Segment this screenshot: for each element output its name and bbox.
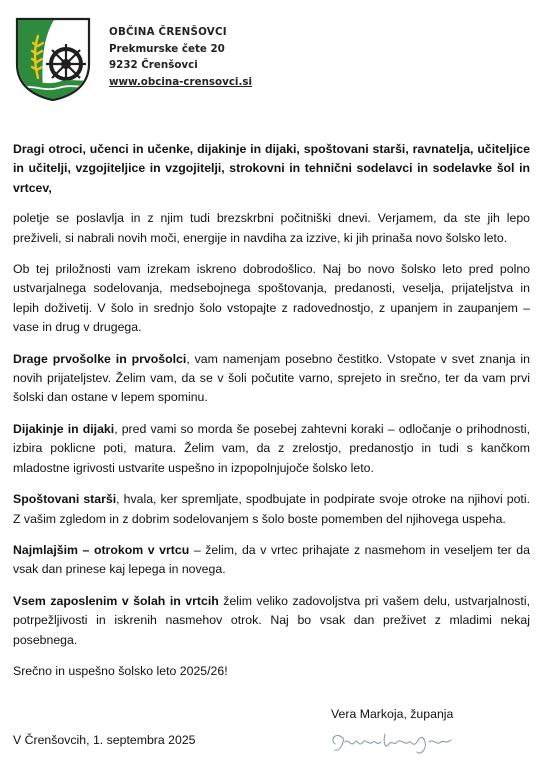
handwritten-signature-icon [325, 728, 455, 760]
text-staff: želim veliko zadovoljstva pri vašem delu, ustvarjalnosti, potrpežljivosti in iskrenih nasmehov otrok. Naj bo vsak dan preživet z mladimi nekaj posebnega. [13, 593, 530, 647]
addressee-staff: Vsem zaposlenim v šolah in vrtcih [13, 593, 219, 608]
paragraph-parents [13, 490, 530, 529]
paragraph-summer: poletje se poslavlja in z njim tudi brezskrbni počitniški dnevi. Verjamem, da ste jih lepo preživeli, si nabrali novih moči, energije in navdiha za izzive, ki jih prinaša novo šolsko leto. [13, 211, 530, 245]
street-address: Prekmurske čete 20 [109, 42, 225, 55]
greeting: Dragi otroci, učenci in učenke, dijakinje in dijaki, spoštovani starši, ravnatelja, učiteljice in učitelji, vzgojiteljice in vzgojitelji, strokovni in tehnični sodelavci in sodelavke šol in vrtcev, [13, 142, 530, 195]
text-students: , pred vami so morda še posebej zahtevni koraki – odločanje o prihodnosti, izbira poklicne poti, matura. Želim vam, da z zrelostjo, predanostjo in tudi s kančkom mladostne igrivosti ustvarite uspešno in izpopolnjujoče šolsko leto. [13, 421, 530, 475]
paragraph-welcome: Ob tej priložnosti vam izrekam iskreno dobrodošlico. Naj bo novo šolsko leto pred polno ustvarjalnega sodelovanja, medsebojnega spoštovanja, predanosti, veselja, prijateljstva in lepih doživetij. V šolo in srednjo šolo vstopajte z radovednostjo, z upanjem in zaupanjem – vase in drug v drugega. [13, 262, 530, 335]
website-link[interactable]: www.obcina-crensovci.si [109, 75, 253, 88]
municipal-crest-icon [14, 16, 92, 102]
letter-body [13, 140, 530, 693]
paragraph-kindergarten [13, 541, 530, 580]
paragraph-students [13, 420, 530, 478]
postal-address: 9232 Črenšovci [109, 59, 198, 72]
text-kindergarten: – želim, da v vrtec prihajate z nasmehom in veseljem ter da vsak dan prinese kaj lepega in novega. [13, 542, 530, 577]
addressee-students: Dijakinje in dijaki [13, 421, 115, 436]
addressee-first-graders: Drage prvošolke in prvošolci [13, 351, 187, 366]
addressee-parents: Spoštovani starši [13, 492, 117, 507]
text-parents: , hvala, ker spremljate, spodbujate in podpirate svoje otroke na njihovi poti. Z vašim zgledom in z dobrim sodelovanjem s šolo boste pomemben del njihovega uspeha. [13, 492, 530, 526]
municipality-address [109, 24, 252, 90]
paragraph-first-graders [13, 350, 530, 408]
org-name: OBČINA ČRENŠOVCI [109, 26, 227, 38]
paragraph-staff [13, 592, 530, 650]
letterhead [14, 14, 534, 104]
closing-wish: Srečno in uspešno šolsko leto 2025/26! [13, 663, 228, 678]
place-and-date: V Črenšovcih, 1. septembra 2025 [13, 733, 196, 747]
text-first-graders: , vam namenjam posebno čestitko. Vstopate v svet znanja in novih prijateljstev. Želim vam, da se v šoli počutite varno, sprejeto in srečno, ter da vam prvi šolski dan ostane v lepem spominu. [13, 351, 530, 405]
signatory-name: Vera Markoja, županja [331, 707, 454, 721]
addressee-kindergarten: Najmlajšim – otrokom v vrtcu [13, 542, 190, 557]
